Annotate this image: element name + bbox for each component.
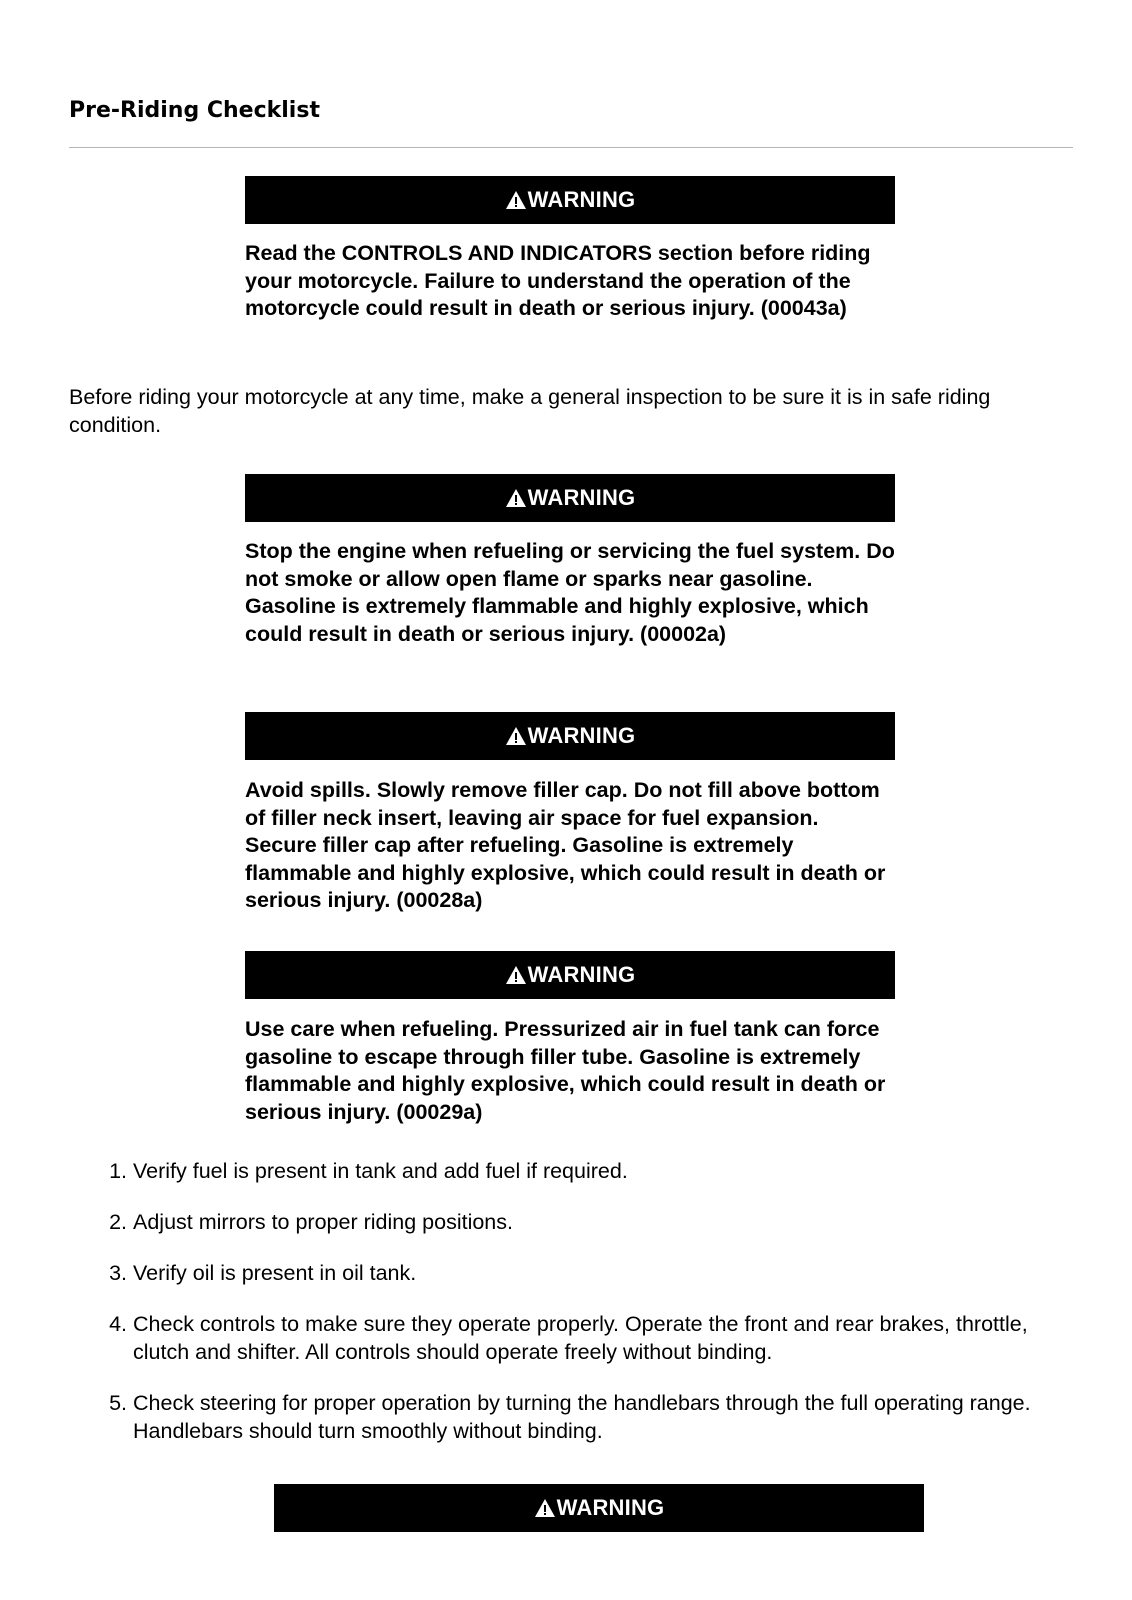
title-divider: [69, 147, 1073, 148]
list-item: [69, 1259, 1079, 1287]
warning-triangle-icon: [505, 726, 527, 746]
list-item-number: 2.: [109, 1210, 127, 1234]
list-item-number: 1.: [109, 1159, 127, 1183]
warning-label: WARNING: [527, 485, 636, 510]
warning-banner-4: [245, 951, 895, 999]
warning-text-2: Stop the engine when refueling or servicing the fuel system. Do not smoke or allow open flame or sparks near gasoline. Gasoline is extremely flammable and highly explosive, which could result in death or serious injury. (00002a): [245, 539, 895, 646]
warning-text-4: Use care when refueling. Pressurized air in fuel tank can force gasoline to escape through filler tube. Gasoline is extremely flammable and highly explosive, which could result in death or serious injury. (00029a): [245, 1017, 886, 1124]
warning-triangle-icon: [505, 488, 527, 508]
list-item-number: 5.: [109, 1391, 127, 1415]
warning-text-1: Read the CONTROLS AND INDICATORS section before riding your motorcycle. Failure to understand the operation of the motorcycle could result in death or serious injury. (00043a): [245, 241, 871, 320]
warning-label: WARNING: [527, 187, 636, 212]
warning-banner-5: [274, 1484, 924, 1532]
list-item-text: Check steering for proper operation by turning the handlebars through the full operating range. Handlebars should turn smoothly without binding.: [133, 1391, 1031, 1443]
list-item: [69, 1157, 1079, 1185]
warning-label: WARNING: [556, 1495, 665, 1520]
warning-triangle-icon: [505, 965, 527, 985]
list-item-text: Verify fuel is present in tank and add fuel if required.: [133, 1159, 628, 1183]
list-item: [69, 1310, 1079, 1366]
list-item-text: Check controls to make sure they operate properly. Operate the front and rear brakes, throttle, clutch and shifter. All controls should operate freely without binding.: [133, 1312, 1028, 1364]
list-item-number: 4.: [109, 1312, 127, 1336]
warning-label: WARNING: [527, 723, 636, 748]
page-title: Pre-Riding Checklist: [69, 98, 320, 123]
intro-paragraph: Before riding your motorcycle at any time, make a general inspection to be sure it is in safe riding condition.: [69, 385, 991, 437]
pre-riding-checklist: [69, 1157, 1079, 1468]
list-item: [69, 1208, 1079, 1236]
warning-banner-2: [245, 474, 895, 522]
list-item-text: Adjust mirrors to proper riding positions.: [133, 1210, 513, 1234]
list-item-number: 3.: [109, 1261, 127, 1285]
warning-label: WARNING: [527, 962, 636, 987]
warning-triangle-icon: [505, 190, 527, 210]
list-item: [69, 1389, 1079, 1445]
warning-banner-3: [245, 712, 895, 760]
warning-triangle-icon: [534, 1498, 556, 1518]
warning-text-3: Avoid spills. Slowly remove filler cap. Do not fill above bottom of filler neck insert, leaving air space for fuel expansion. Secure filler cap after refueling. Gasoline is extremely flammable and highly explosive, which could result in death or serious injury. (00028a): [245, 778, 886, 912]
list-item-text: Verify oil is present in oil tank.: [133, 1261, 417, 1285]
warning-banner-1: [245, 176, 895, 224]
